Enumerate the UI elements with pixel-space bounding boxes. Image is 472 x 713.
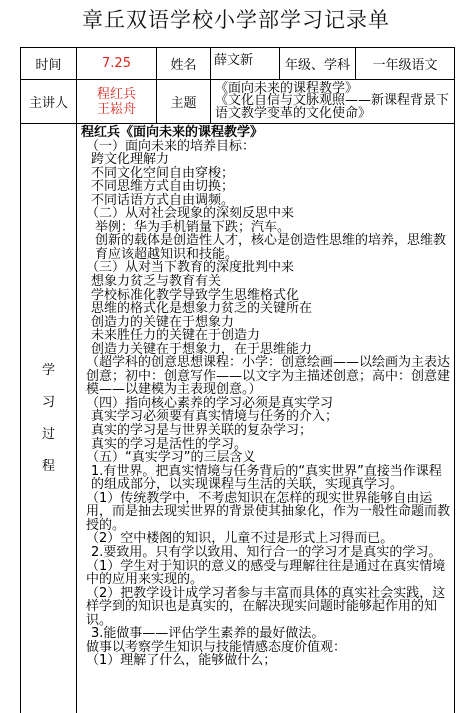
process-label-char: 过: [41, 426, 55, 442]
topic-list[interactable]: [211, 80, 455, 124]
note-line: 程红兵《面向未来的课程教学》: [81, 125, 264, 140]
note-line: （1）学生对于知识的意义的感受与理解往往是通过在真实情境中的应用来实现的。: [86, 558, 446, 588]
topic-item: 《文化自信与文脉观照——新课程背景下语文教学变革的文化使命》: [215, 93, 450, 121]
note-line: （四）指向核心素养的学习必须是真实学习: [86, 395, 334, 411]
note-line: （1）传统教学中，不考虑知识在怎样的现实世界能够自由运用，而是抽去现实世界的背景使其抽象化，作为一般性命题而教授的。: [86, 490, 451, 533]
speaker-row: [21, 80, 455, 124]
note-line: 跨文化理解力: [91, 152, 170, 168]
name-value[interactable]: 薛文新: [211, 48, 280, 80]
note-line: （超学科的创意思想课程：小学：创意绘画——以绘画为主表达创意；初中：创意写作——以文字为主描述创意；高中：创意建模——以建模为主表现创意。）: [86, 355, 451, 398]
note-line: 真实的学习是与世界关联的复杂学习；: [91, 423, 313, 439]
note-line: 创造力的关键在于想象力: [91, 314, 235, 330]
document-title: 章丘双语学校小学部学习记录单: [82, 8, 390, 32]
note-line: （1）理解了什么，能够做什么；: [86, 653, 277, 669]
note-line: 做事以考察学生知识与技能情感态度价值观：: [86, 639, 347, 655]
grade-subject-value[interactable]: 一年级语文: [356, 48, 455, 80]
note-line: （2）空中楼阁的知识，儿童不过是形式上习得而已。: [86, 531, 394, 547]
note-line: （三）从对当下教育的深度批判中来: [86, 260, 295, 276]
note-line: 举例：华为手机销量下跌；汽车。: [95, 219, 291, 235]
note-line: 创造力关键在于想象力，在于思维能力: [91, 341, 313, 357]
process-label-char: 学: [41, 362, 55, 378]
note-line: 3.能做事——评估学生素养的最好做法。: [91, 626, 325, 642]
process-label: [21, 124, 77, 713]
note-line: 不同文化空间自由穿梭；: [91, 165, 235, 181]
note-line: （2）把教学设计成学习者参与丰富而具体的真实社会实践，这样学到的知识也是真实的，在解决现实问题时能够起作用的知识。: [86, 585, 446, 628]
note-line: （二）从对社会现象的深刻反思中来: [86, 206, 295, 222]
note-line: 不同思维方式自由切换；: [91, 179, 235, 195]
speaker-name: 王崧舟: [96, 101, 136, 117]
process-label-char: 习: [41, 394, 55, 410]
note-line: 真实学习必须要有真实情境与任务的介入；: [91, 409, 339, 425]
process-row: [21, 124, 455, 713]
name-label: 姓名: [157, 48, 211, 80]
topic-item: 《面向未来的课程教学》: [215, 80, 359, 96]
note-line: 1.有世界。把真实情境与任务背后的“真实世界”直接当作课程的组成部分，以实现课程与生活的关联，实现真学习。: [91, 463, 442, 493]
note-line: 真实的学习是活性的学习。: [91, 436, 248, 452]
info-row: [21, 48, 455, 80]
note-line: 学校标准化教学导致学生思维格式化: [91, 287, 300, 303]
topic-label: 主题: [157, 80, 211, 124]
time-value[interactable]: 7.25: [77, 48, 157, 80]
note-line: （五）“真实学习”的三层含义: [86, 450, 256, 466]
note-line: 不同话语方式自由调频。: [91, 192, 235, 208]
note-line: 创新的载体是创造性人才，核心是创造性思维的培养，思维教育应该超越知识和技能。: [95, 233, 447, 262]
speaker-name: 程红兵: [96, 86, 136, 102]
grade-subject-label: 年级、学科: [280, 48, 356, 80]
process-label-char: 程: [41, 458, 55, 474]
speaker-label: 主讲人: [21, 80, 77, 124]
time-label: 时间: [21, 48, 77, 80]
process-notes[interactable]: [77, 124, 455, 713]
record-table: [20, 47, 455, 713]
notes-body: [81, 126, 451, 668]
speaker-names[interactable]: [77, 80, 157, 124]
note-line: 思维的格式化是想象力贫乏的关键所在: [91, 301, 313, 317]
note-line: 想象力贫乏与教育有关: [91, 274, 222, 290]
note-line: （一）面向未来的培养目标：: [86, 138, 256, 154]
note-line: 未来胜任力的关键在于创造力: [91, 328, 261, 344]
note-line: 2.要致用。只有学以致用、知行合一的学习才是真实的学习。: [91, 544, 442, 560]
